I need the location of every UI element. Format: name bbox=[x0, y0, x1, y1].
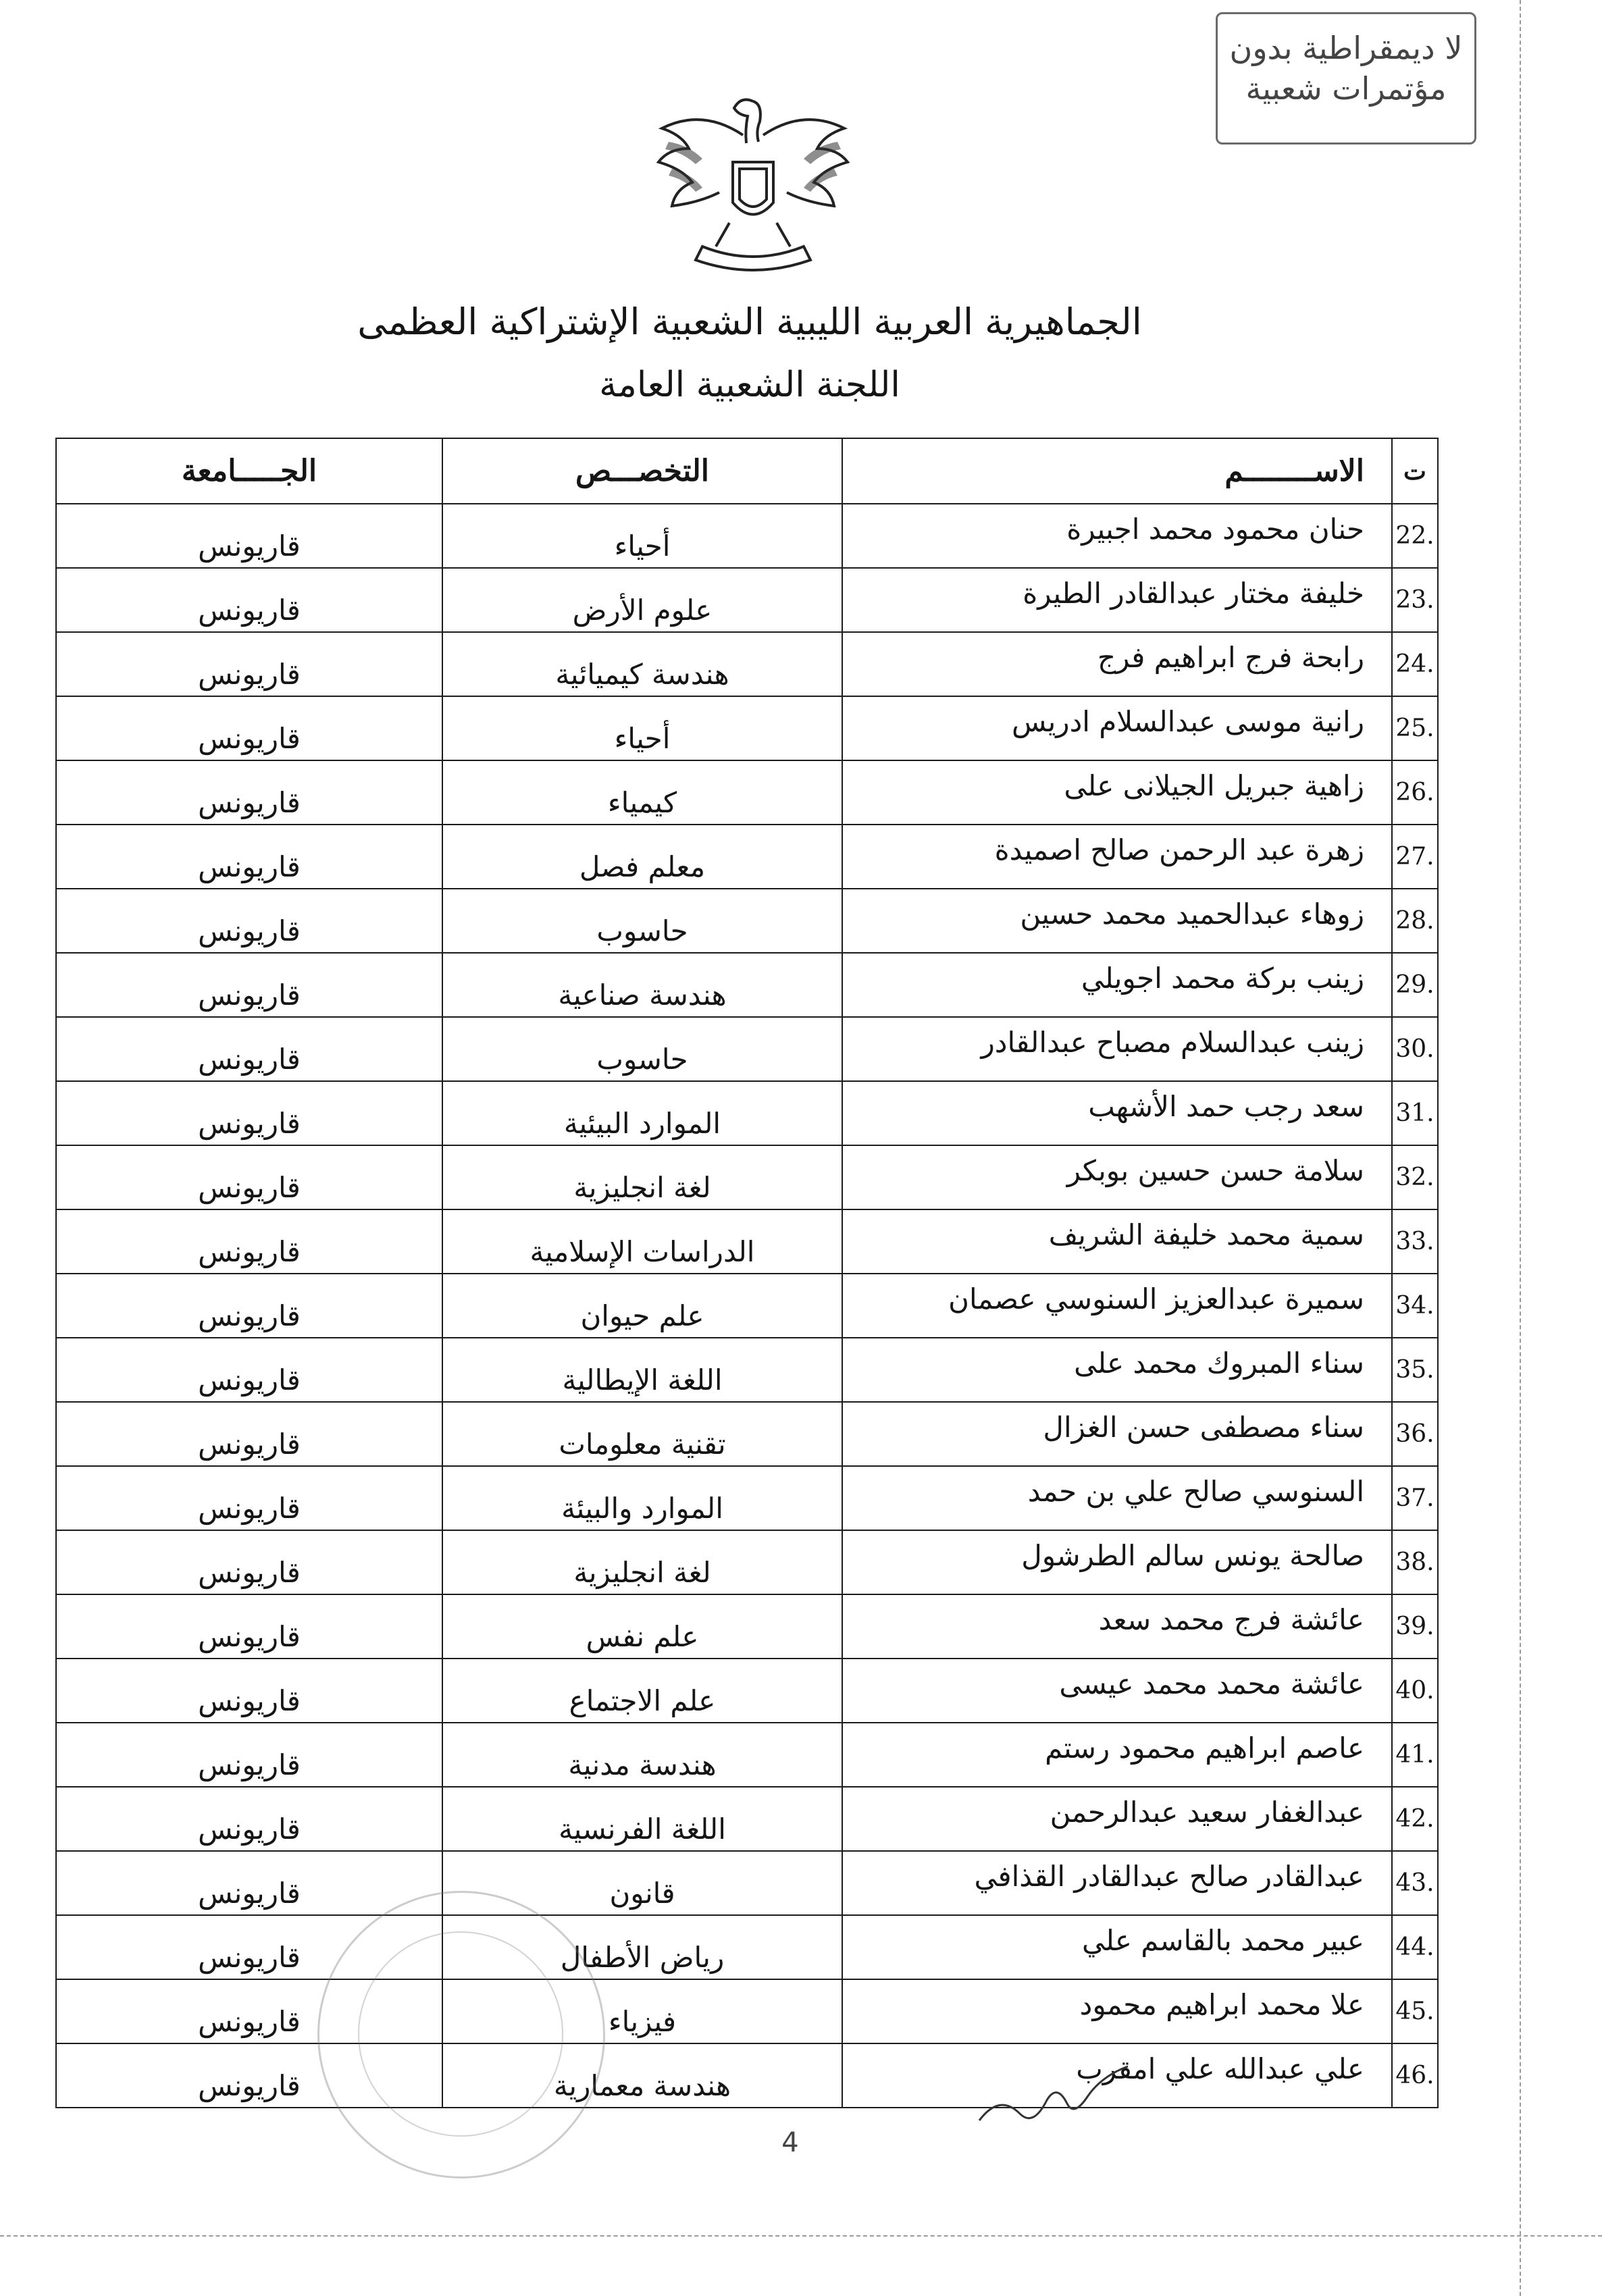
row-name: عائشة محمد محمد عيسى bbox=[1059, 1667, 1364, 1700]
table-row bbox=[56, 889, 1438, 953]
row-number-cell bbox=[1392, 1530, 1438, 1594]
row-number-cell bbox=[1392, 1723, 1438, 1787]
row-number: .38 bbox=[1395, 1548, 1435, 1576]
row-specialization: هندسة مدنية bbox=[568, 1748, 717, 1781]
row-name: زينب عبدالسلام مصباح عبدالقادر bbox=[981, 1026, 1364, 1059]
row-university-cell bbox=[56, 1145, 442, 1209]
row-name: زهرة عبد الرحمن صالح اصميدة bbox=[994, 833, 1364, 866]
row-university-cell bbox=[56, 1723, 442, 1787]
stamp-line-2: مؤتمرات شعبية bbox=[1245, 70, 1447, 107]
table-row bbox=[56, 696, 1438, 760]
row-name-cell bbox=[842, 889, 1392, 953]
row-name-cell bbox=[842, 1402, 1392, 1466]
row-name-cell bbox=[842, 1723, 1392, 1787]
row-specialization: لغة انجليزية bbox=[573, 1556, 711, 1589]
table-row bbox=[56, 1017, 1438, 1081]
row-name-cell bbox=[842, 632, 1392, 696]
row-specialization-cell bbox=[442, 1145, 842, 1209]
row-number-cell bbox=[1392, 825, 1438, 889]
row-university: قاريونس bbox=[198, 1941, 301, 1974]
page-number: 4 bbox=[781, 2127, 799, 2158]
row-university: قاريونس bbox=[198, 1812, 301, 1846]
row-number-cell bbox=[1392, 953, 1438, 1017]
row-number: .45 bbox=[1395, 1998, 1435, 2025]
row-number: .25 bbox=[1395, 714, 1435, 742]
row-specialization-cell bbox=[442, 889, 842, 953]
row-name-cell bbox=[842, 696, 1392, 760]
table-row bbox=[56, 1979, 1438, 2043]
row-specialization-cell bbox=[442, 1017, 842, 1081]
row-specialization: الموارد والبيئة bbox=[561, 1492, 723, 1525]
row-university: قاريونس bbox=[198, 1043, 301, 1076]
row-specialization: علوم الأرض bbox=[572, 594, 713, 627]
row-name-cell bbox=[842, 760, 1392, 825]
table-row bbox=[56, 1209, 1438, 1274]
row-university-cell bbox=[56, 1338, 442, 1402]
row-specialization-cell bbox=[442, 1338, 842, 1402]
row-number: .33 bbox=[1395, 1228, 1435, 1255]
row-name-cell bbox=[842, 1466, 1392, 1530]
table-row bbox=[56, 1723, 1438, 1787]
row-number-cell bbox=[1392, 1594, 1438, 1659]
row-number: .30 bbox=[1395, 1035, 1435, 1063]
row-number-cell bbox=[1392, 568, 1438, 632]
stamp-box bbox=[1216, 12, 1476, 145]
row-specialization: قانون bbox=[609, 1877, 675, 1910]
page-edge-bottom bbox=[0, 2235, 1602, 2237]
row-name: رابحة فرج ابراهيم فرج bbox=[1097, 641, 1364, 674]
table-row bbox=[56, 1915, 1438, 1979]
table-row bbox=[56, 504, 1438, 568]
row-university: قاريونس bbox=[198, 1235, 301, 1268]
row-name: حنان محمود محمد اجبيرة bbox=[1066, 513, 1364, 546]
table-row bbox=[56, 1081, 1438, 1145]
row-number: .27 bbox=[1395, 843, 1435, 870]
row-number: .24 bbox=[1395, 650, 1435, 678]
eagle-emblem bbox=[648, 88, 858, 284]
row-number-cell bbox=[1392, 1081, 1438, 1145]
row-specialization-cell bbox=[442, 1209, 842, 1274]
row-name-cell bbox=[842, 1787, 1392, 1851]
row-university-cell bbox=[56, 504, 442, 568]
row-name-cell bbox=[842, 1915, 1392, 1979]
row-name-cell bbox=[842, 825, 1392, 889]
row-name: خليفة مختار عبدالقادر الطيرة bbox=[1023, 577, 1364, 610]
row-university: قاريونس bbox=[198, 1748, 301, 1781]
table-row bbox=[56, 632, 1438, 696]
table-row bbox=[56, 1787, 1438, 1851]
row-specialization-cell bbox=[442, 504, 842, 568]
row-number: .37 bbox=[1395, 1484, 1435, 1512]
roster-table bbox=[55, 438, 1439, 2108]
table-row bbox=[56, 953, 1438, 1017]
row-university-cell bbox=[56, 1851, 442, 1915]
table-row bbox=[56, 1466, 1438, 1530]
row-university-cell bbox=[56, 1530, 442, 1594]
row-number-cell bbox=[1392, 504, 1438, 568]
row-number-cell bbox=[1392, 760, 1438, 825]
row-specialization-cell bbox=[442, 696, 842, 760]
row-specialization-cell bbox=[442, 1466, 842, 1530]
row-number: .42 bbox=[1395, 1805, 1435, 1833]
row-university: قاريونس bbox=[198, 1556, 301, 1589]
header-university: الجـــــامعة bbox=[56, 438, 442, 504]
row-specialization-cell bbox=[442, 760, 842, 825]
row-specialization-cell bbox=[442, 1402, 842, 1466]
row-specialization: الدراسات الإسلامية bbox=[529, 1235, 755, 1268]
row-university-cell bbox=[56, 1466, 442, 1530]
row-university: قاريونس bbox=[198, 1299, 301, 1332]
row-specialization: فيزياء bbox=[608, 2005, 677, 2038]
row-number-cell bbox=[1392, 1017, 1438, 1081]
row-name: زينب بركة محمد اجويلي bbox=[1081, 962, 1364, 995]
row-number: .41 bbox=[1395, 1741, 1435, 1769]
row-name: سناء المبروك محمد على bbox=[1074, 1347, 1364, 1380]
row-university-cell bbox=[56, 1402, 442, 1466]
row-number: .35 bbox=[1395, 1356, 1435, 1384]
row-number-cell bbox=[1392, 1659, 1438, 1723]
row-specialization-cell bbox=[442, 825, 842, 889]
row-specialization: تقنية معلومات bbox=[559, 1428, 726, 1461]
row-specialization-cell bbox=[442, 1274, 842, 1338]
row-university-cell bbox=[56, 1594, 442, 1659]
row-specialization: هندسة معمارية bbox=[553, 2069, 731, 2102]
faded-seal-inner bbox=[358, 1931, 563, 2137]
table-row bbox=[56, 825, 1438, 889]
row-specialization: هندسة صناعية bbox=[558, 979, 727, 1012]
row-university: قاريونس bbox=[198, 594, 301, 627]
row-university-cell bbox=[56, 696, 442, 760]
header-specialization: التخصـــص bbox=[442, 438, 842, 504]
row-name-cell bbox=[842, 1594, 1392, 1659]
row-name-cell bbox=[842, 1530, 1392, 1594]
document-subtitle: اللجنة الشعبية العامة bbox=[599, 365, 900, 405]
row-name: عبير محمد بالقاسم علي bbox=[1081, 1924, 1364, 1957]
row-number-cell bbox=[1392, 1979, 1438, 2043]
row-name: عائشة فرج محمد سعد bbox=[1098, 1603, 1364, 1636]
row-name: زاهية جبريل الجيلانى على bbox=[1064, 769, 1364, 802]
table-row bbox=[56, 1530, 1438, 1594]
row-specialization-cell bbox=[442, 1530, 842, 1594]
row-specialization: الموارد البيئية bbox=[563, 1107, 721, 1140]
row-specialization: رياض الأطفال bbox=[560, 1941, 725, 1974]
row-name: صالحة يونس سالم الطرشول bbox=[1021, 1539, 1364, 1572]
row-number-cell bbox=[1392, 632, 1438, 696]
row-number-cell bbox=[1392, 1338, 1438, 1402]
row-university: قاريونس bbox=[198, 1363, 301, 1397]
row-name-cell bbox=[842, 1659, 1392, 1723]
row-university-cell bbox=[56, 1274, 442, 1338]
row-university: قاريونس bbox=[198, 1492, 301, 1525]
row-specialization: علم الاجتماع bbox=[569, 1684, 716, 1717]
table-row bbox=[56, 1594, 1438, 1659]
row-number: .34 bbox=[1395, 1292, 1435, 1320]
row-specialization-cell bbox=[442, 1081, 842, 1145]
row-number-cell bbox=[1392, 889, 1438, 953]
row-name-cell bbox=[842, 1979, 1392, 2043]
row-specialization: اللغة الإيطالية bbox=[562, 1363, 723, 1397]
row-number-cell bbox=[1392, 1466, 1438, 1530]
row-specialization-cell bbox=[442, 1659, 842, 1723]
stamp-line-1: لا ديمقراطية بدون bbox=[1229, 30, 1463, 66]
row-name: سلامة حسن حسين بوبكر bbox=[1066, 1154, 1364, 1187]
row-number: .39 bbox=[1395, 1613, 1435, 1640]
row-specialization-cell bbox=[442, 632, 842, 696]
row-number-cell bbox=[1392, 1274, 1438, 1338]
page-edge-right bbox=[1520, 0, 1522, 2296]
row-name-cell bbox=[842, 1209, 1392, 1274]
row-name: رانية موسى عبدالسلام ادريس bbox=[1012, 705, 1364, 738]
row-specialization: لغة انجليزية bbox=[573, 1171, 711, 1204]
row-specialization-cell bbox=[442, 1787, 842, 1851]
row-specialization-cell bbox=[442, 953, 842, 1017]
row-specialization: هندسة كيميائية bbox=[555, 658, 729, 691]
row-number-cell bbox=[1392, 2043, 1438, 2108]
row-name: علي عبدالله علي امقرب bbox=[1076, 2052, 1364, 2085]
row-university: قاريونس bbox=[198, 722, 301, 755]
table-row bbox=[56, 1145, 1438, 1209]
row-name-cell bbox=[842, 1017, 1392, 1081]
row-university-cell bbox=[56, 1017, 442, 1081]
row-number: .43 bbox=[1395, 1869, 1435, 1897]
row-university: قاريونس bbox=[198, 658, 301, 691]
table-row bbox=[56, 1274, 1438, 1338]
row-university-cell bbox=[56, 889, 442, 953]
row-number: .46 bbox=[1395, 2062, 1435, 2089]
table-row bbox=[56, 1659, 1438, 1723]
row-university-cell bbox=[56, 1787, 442, 1851]
table-header-row bbox=[56, 438, 1438, 504]
row-name: علا محمد ابراهيم محمود bbox=[1079, 1988, 1364, 2021]
row-university: قاريونس bbox=[198, 786, 301, 819]
row-name: سناء مصطفى حسن الغزال bbox=[1043, 1411, 1364, 1444]
row-specialization: اللغة الفرنسية bbox=[559, 1812, 726, 1846]
row-name-cell bbox=[842, 1274, 1392, 1338]
row-university-cell bbox=[56, 632, 442, 696]
row-number-cell bbox=[1392, 1851, 1438, 1915]
row-specialization: حاسوب bbox=[596, 914, 688, 947]
row-number-cell bbox=[1392, 1209, 1438, 1274]
row-number: .36 bbox=[1395, 1420, 1435, 1448]
row-university: قاريونس bbox=[198, 1171, 301, 1204]
row-specialization: معلم فصل bbox=[579, 850, 706, 883]
row-name-cell bbox=[842, 504, 1392, 568]
row-university-cell bbox=[56, 1081, 442, 1145]
row-name: سميرة عبدالعزيز السنوسي عصمان bbox=[948, 1282, 1364, 1315]
row-university: قاريونس bbox=[198, 1428, 301, 1461]
row-number: .44 bbox=[1395, 1933, 1435, 1961]
header-num: ت bbox=[1392, 438, 1438, 504]
header-name: الاســــــــم bbox=[842, 438, 1392, 504]
row-university: قاريونس bbox=[198, 914, 301, 947]
row-number-cell bbox=[1392, 696, 1438, 760]
row-name-cell bbox=[842, 953, 1392, 1017]
table-row bbox=[56, 568, 1438, 632]
signature bbox=[973, 2060, 1148, 2141]
row-name-cell bbox=[842, 568, 1392, 632]
row-name-cell bbox=[842, 1851, 1392, 1915]
row-university: قاريونس bbox=[198, 1107, 301, 1140]
row-number: .31 bbox=[1395, 1099, 1435, 1127]
row-university-cell bbox=[56, 953, 442, 1017]
row-university: قاريونس bbox=[198, 1877, 301, 1910]
row-university: قاريونس bbox=[198, 2005, 301, 2038]
row-university: قاريونس bbox=[198, 979, 301, 1012]
row-name: عاصم ابراهيم محمود رستم bbox=[1045, 1731, 1364, 1765]
row-number: .26 bbox=[1395, 779, 1435, 806]
row-number: .32 bbox=[1395, 1164, 1435, 1191]
table-row bbox=[56, 1402, 1438, 1466]
row-name: عبدالقادر صالح عبدالقادر القذافي bbox=[974, 1860, 1364, 1893]
row-number: .28 bbox=[1395, 907, 1435, 935]
row-university-cell bbox=[56, 825, 442, 889]
row-specialization-cell bbox=[442, 1594, 842, 1659]
row-university-cell bbox=[56, 1659, 442, 1723]
row-university-cell bbox=[56, 760, 442, 825]
row-university: قاريونس bbox=[198, 2069, 301, 2102]
row-number-cell bbox=[1392, 1787, 1438, 1851]
row-specialization: كيمياء bbox=[607, 786, 677, 819]
row-specialization: أحياء bbox=[614, 722, 671, 755]
row-number: .29 bbox=[1395, 971, 1435, 999]
table-row bbox=[56, 2043, 1438, 2108]
row-name-cell bbox=[842, 1338, 1392, 1402]
row-university: قاريونس bbox=[198, 1684, 301, 1717]
table-row bbox=[56, 1338, 1438, 1402]
row-number-cell bbox=[1392, 1915, 1438, 1979]
row-university-cell bbox=[56, 568, 442, 632]
row-university: قاريونس bbox=[198, 1620, 301, 1653]
row-specialization: أحياء bbox=[614, 529, 671, 563]
row-number-cell bbox=[1392, 1402, 1438, 1466]
row-number: .40 bbox=[1395, 1677, 1435, 1704]
row-name-cell bbox=[842, 1145, 1392, 1209]
table-body bbox=[56, 504, 1438, 2108]
row-specialization: علم حيوان bbox=[580, 1299, 704, 1332]
row-number-cell bbox=[1392, 1145, 1438, 1209]
row-university: قاريونس bbox=[198, 850, 301, 883]
row-university-cell bbox=[56, 1209, 442, 1274]
document-title: الجماهيرية العربية الليبية الشعبية الإشتراكية العظمى bbox=[357, 301, 1142, 343]
row-university: قاريونس bbox=[198, 529, 301, 563]
row-name: عبدالغفار سعيد عبدالرحمن bbox=[1050, 1796, 1364, 1829]
row-specialization: حاسوب bbox=[596, 1043, 688, 1076]
row-name: زوهاء عبدالحميد محمد حسين bbox=[1020, 897, 1364, 931]
table-row bbox=[56, 760, 1438, 825]
row-number: .23 bbox=[1395, 586, 1435, 614]
row-name: سعد رجب حمد الأشهب bbox=[1088, 1090, 1364, 1123]
table-row bbox=[56, 1851, 1438, 1915]
row-specialization-cell bbox=[442, 568, 842, 632]
row-number: .22 bbox=[1395, 522, 1435, 550]
row-name: سمية محمد خليفة الشريف bbox=[1048, 1218, 1364, 1251]
row-name: السنوسي صالح علي بن حمد bbox=[1027, 1475, 1364, 1508]
row-specialization: علم نفس bbox=[586, 1620, 699, 1653]
row-specialization-cell bbox=[442, 1723, 842, 1787]
row-name-cell bbox=[842, 1081, 1392, 1145]
